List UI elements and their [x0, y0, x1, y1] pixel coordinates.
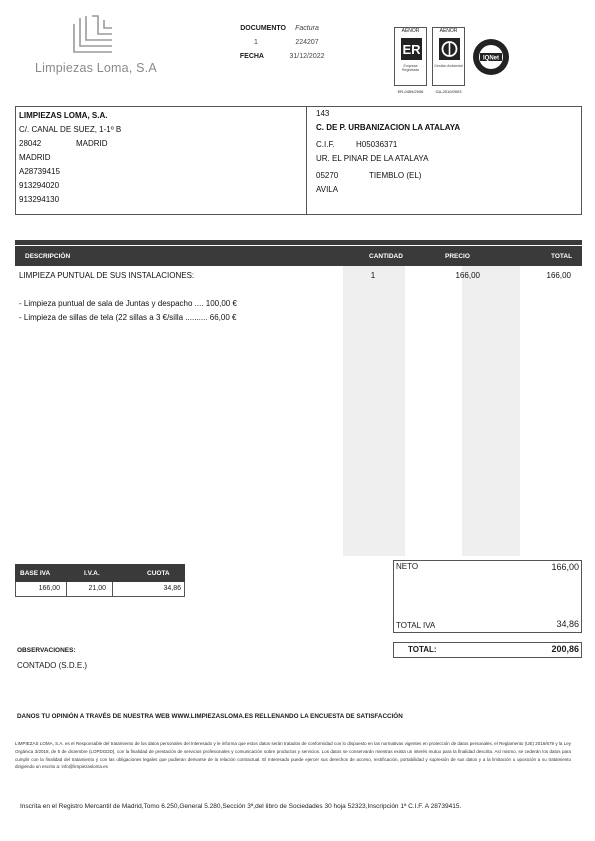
document-number: 224207 [295, 39, 319, 46]
cert-bottom-label: Gestión Ambiental [434, 64, 463, 68]
aenor-er-badge [394, 27, 427, 94]
client-code: 143 [316, 109, 330, 118]
client-city: TIEMBLO (EL) [369, 171, 422, 180]
header-iva: I.V.A. [84, 570, 100, 577]
header-total: TOTAL [551, 253, 573, 260]
client-name: C. DE P. URBANIZACION LA ATALAYA [316, 123, 461, 132]
documento-value: Factura [295, 25, 319, 32]
cert-bottom-label: Empresa Registrada [402, 64, 419, 72]
fecha-value: 31/12/2022 [289, 53, 325, 60]
item-detail-line: - Limpieza de sillas de tela (22 sillas a 3 €/silla .......... 66,00 € [19, 313, 237, 322]
logo-icon [68, 14, 118, 56]
header-price: PRECIO [445, 253, 470, 260]
cert-top-label: AENOR [401, 28, 420, 34]
grand-total-value: 200,86 [551, 644, 579, 654]
header-cuota: CUOTA [147, 570, 170, 577]
neto-value: 166,00 [551, 562, 579, 572]
header-description: DESCRIPCIÓN [25, 253, 71, 260]
client-postal-code: 05270 [316, 171, 339, 180]
seller-address: C/. CANAL DE SUEZ, 1-1º B [19, 125, 122, 134]
item-total: 166,00 [546, 271, 571, 280]
svg-text:IQNet: IQNet [482, 55, 500, 62]
observations-value: CONTADO (S.D.E.) [17, 661, 88, 670]
neto-label: NETO [396, 562, 419, 571]
client-cif-label: C.I.F. [316, 140, 335, 149]
seller-name: LIMPIEZAS LOMA, S.A. [19, 111, 108, 120]
item-detail-line: - Limpieza puntual de sala de Juntas y despacho .... 100,00 € [19, 299, 237, 308]
quantity-column [343, 266, 405, 556]
company-logo [68, 14, 118, 56]
seller-postal-code: 28042 [19, 139, 42, 148]
er-mark-icon [401, 38, 422, 60]
aenor-ga-badge [432, 27, 465, 94]
privacy-notice: LIMPIEZAS LOMA, S.A. es el Responsable del tratamiento de los datos personales del Interesado y le informa que estos datos serán tratados de conformidad con lo dispuesto en las normativas vigentes en protección de datos personales, el Reglamento (UE) 2016/679 y la Ley Orgánica 3/2018, de 5 de diciembre (LOPDGDD), con la finalidad de prestación de servicios profesionales y comunicación sobre productos y servicios. Los datos se conservarán mientras exista un interés mutuo para la finalidad descrita. Así mismo, se cederán los datos para cumplir con la finalidad del tratamiento y con las obligaciones legales que pudieran derivarse de la relación contractual. El Interesado puede ejercer sus derechos de acceso, rectificación, portabilidad y supresión de sus datos y a la limitación u oposición a su tratamiento dirigiendo un escrito a: info@limpiezasloma.es [15, 741, 571, 770]
survey-invitation: DANOS TU OPINIÓN A TRAVÉS DE NUESTRA WEB WWW.LIMPIEZASLOMA.ES RELLENANDO LA ENCUESTA DE SATISFACCIÓN [17, 713, 403, 720]
client-province: AVILA [316, 185, 339, 194]
client-cif: H05036371 [356, 140, 398, 149]
seller-phone-2: 913294130 [19, 195, 60, 204]
item-price: 166,00 [455, 271, 480, 280]
environment-mark-icon [439, 38, 460, 60]
seller-city: MADRID [76, 139, 108, 148]
item-description: LIMPIEZA PUNTUAL DE SUS INSTALACIONES: [19, 271, 195, 280]
svg-text:ER: ER [402, 42, 421, 57]
grand-total-label: TOTAL: [408, 645, 437, 654]
observations-label: OBSERVACIONES: [17, 647, 76, 654]
client-address: UR. EL PINAR DE LA ATALAYA [316, 154, 429, 163]
cert-code: GA-2010/0003 [435, 89, 462, 94]
iqnet-badge [472, 38, 510, 76]
total-iva-label: TOTAL IVA [396, 621, 436, 630]
document-series: 1 [254, 39, 258, 46]
client-block [316, 107, 576, 197]
seller-block [19, 109, 289, 207]
registry-info: Inscrita en el Registro Mercantil de Madrid,Tomo 6.250,General 5.280,Sección 3ª,del libro de Sociedades 30 hoja 52323,Inscripción 1ª C.I.F. A 28739415. [20, 803, 462, 810]
total-column-shade [462, 266, 520, 556]
iqnet-seal-icon [472, 38, 510, 76]
items-table-header [15, 246, 582, 266]
address-divider [306, 106, 307, 215]
fecha-label: FECHA [239, 53, 264, 60]
header-quantity: CANTIDAD [369, 253, 403, 260]
total-iva-value: 34,86 [556, 619, 579, 629]
table-top-rule [15, 240, 582, 245]
header-base-iva: BASE IVA [20, 570, 51, 577]
brand-name: Limpiezas Loma, S.A [35, 61, 157, 75]
seller-cif: A28739415 [19, 167, 60, 176]
cert-top-label: AENOR [439, 28, 458, 34]
tax-base-value: 166,00 [38, 585, 60, 592]
seller-province: MADRID [19, 153, 51, 162]
tax-rate-value: 21,00 [88, 585, 106, 592]
documento-label: DOCUMENTO [240, 25, 286, 32]
tax-cuota-value: 34,86 [163, 585, 181, 592]
item-quantity: 1 [370, 271, 376, 280]
tax-table-row [15, 582, 185, 597]
seller-phone-1: 913294020 [19, 181, 60, 190]
tax-table-header [15, 564, 185, 582]
cert-code: ER-0459/2006 [397, 89, 424, 94]
